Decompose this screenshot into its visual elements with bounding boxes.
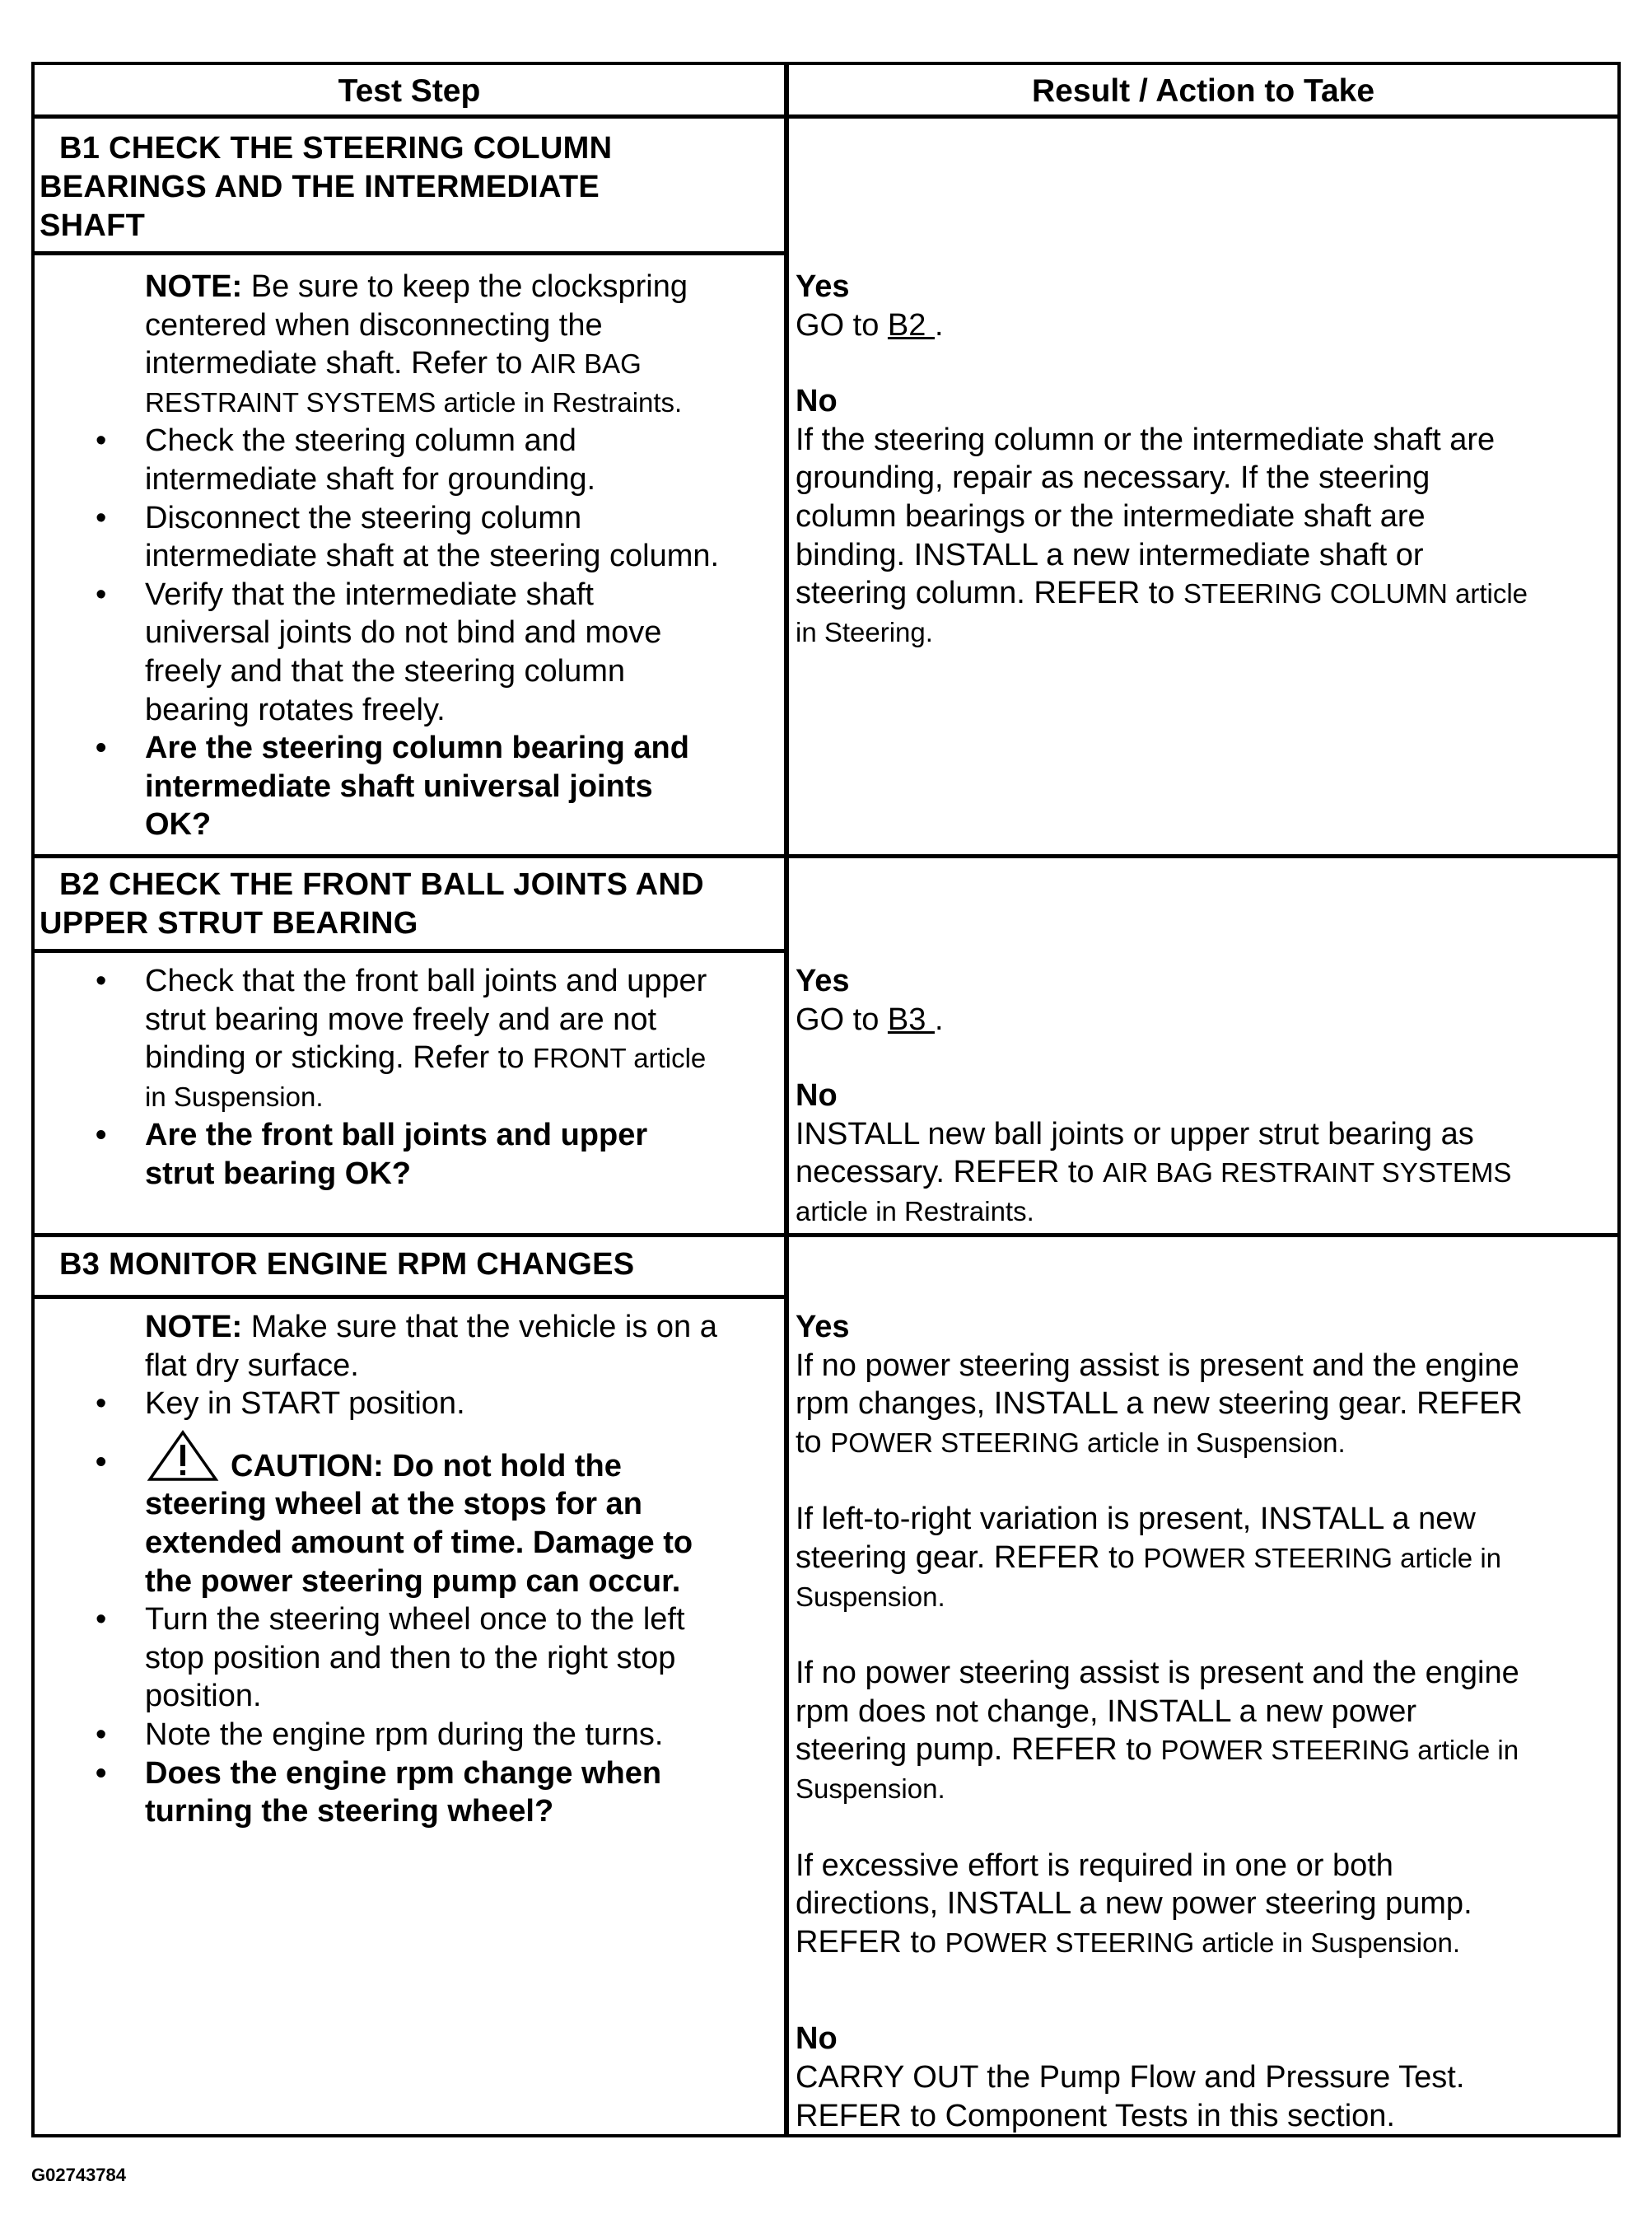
b1-question: • Are the steering column bearing and intermediate shaft universal joints OK?: [96, 731, 689, 843]
b3-caution: • CAUTION: Do not hold the steering wheel at the stops for an extended amount of time. Damage to the power steering pump can occur.: [145, 1428, 779, 1600]
column-divider: [784, 65, 789, 2134]
b3-test-step-body: [96, 1308, 779, 1831]
b1-title: B1 CHECK THE STEERING COLUMN BEARINGS AND THE INTERMEDIATE SHAFT: [40, 131, 613, 243]
b2-title-divider: [35, 949, 786, 953]
b1-yes-action: GO to B2 .: [796, 307, 944, 343]
b3-note: NOTE: Make sure that the vehicle is on a flat dry surface.: [145, 1310, 717, 1383]
b3-bullet-4: • Note the engine rpm during the turns.: [96, 1717, 664, 1752]
b2-bullet-1: • Check that the front ball joints and upper strut bearing move freely and are not binding or sticking. Refer to FRONT article in Suspension.: [96, 964, 707, 1112]
b2-yes-label: Yes: [796, 964, 850, 998]
b1-yes-label: Yes: [796, 269, 850, 304]
b3-yes-para-2: If left-to-right variation is present, INSTALL a new steering gear. REFER to POWER STEERING article in Suspension.: [796, 1502, 1501, 1612]
b3-result-body: [796, 1308, 1619, 2135]
b1-bullet-3: • Verify that the intermediate shaft universal joints do not bind and move freely and that the steering column bearing rotates freely.: [96, 577, 662, 727]
link-b3[interactable]: B3: [887, 1002, 935, 1037]
b3-question: • Does the engine rpm change when turning the steering wheel?: [96, 1755, 662, 1829]
b1-test-step-body: [96, 268, 779, 844]
b3-bullet-3: • Turn the steering wheel once to the left stop position and then to the right stop position.: [96, 1602, 685, 1714]
b1-bullet-1: • Check the steering column and intermediate shaft for grounding.: [96, 423, 596, 497]
b2-yes-action: GO to B3 .: [796, 1002, 944, 1037]
b1-note: NOTE: Be sure to keep the clockspring centered when disconnecting the intermediate shaft. Refer to AIR BAG RESTRAINT SYSTEMS article in Restraints.: [145, 269, 688, 418]
test-step-table: [31, 62, 1621, 2137]
b3-no-label: No: [796, 2021, 838, 2057]
b3-yes-label: Yes: [796, 1310, 850, 1344]
b1-no-label: No: [796, 384, 838, 419]
figure-id: G02743784: [31, 2165, 126, 2185]
b2-result-body: [796, 962, 1619, 1231]
header-divider: [35, 114, 1617, 119]
b3-yes-para-3: If no power steering assist is present and the engine rpm does not change, INSTALL a new power steering pump. REFER to POWER STEERING article in Suspension.: [796, 1656, 1519, 1804]
b1-bullet-2: • Disconnect the steering column intermediate shaft at the steering column.: [96, 500, 720, 574]
b3-title-divider: [35, 1295, 786, 1299]
b1-no-action: If the steering column or the intermediate shaft are grounding, repair as necessary. If the steering column bearings or the intermediate shaft are binding. INSTALL a new intermediate shaft or steering column. REFER to STEERING COLUMN article in Steering.: [796, 422, 1528, 647]
b1-title-divider: [35, 251, 786, 255]
b2-title: B2 CHECK THE FRONT BALL JOINTS AND UPPER STRUT BEARING: [40, 867, 704, 941]
b3-title: B3 MONITOR ENGINE RPM CHANGES: [59, 1247, 635, 1282]
b2-question: • Are the front ball joints and upper strut bearing OK?: [96, 1118, 648, 1191]
header-test-step: Test Step: [338, 73, 481, 109]
b3-yes-para-1: If no power steering assist is present and the engine rpm changes, INSTALL a new steering gear. REFER to POWER STEERING article in Suspension.: [796, 1348, 1523, 1460]
warning-triangle-icon: [145, 1428, 221, 1483]
b2-row-divider: [35, 1233, 1617, 1237]
header-result-action: Result / Action to Take: [1031, 73, 1375, 109]
b3-bullet-1: • Key in START position.: [96, 1386, 465, 1422]
b1-row-divider: [35, 854, 1617, 858]
link-b2[interactable]: B2: [887, 307, 935, 343]
b2-no-label: No: [796, 1078, 838, 1114]
b1-result-body: [796, 268, 1619, 652]
b2-no-action: INSTALL new ball joints or upper strut bearing as necessary. REFER to AIR BAG RESTRAINT SYSTEMS article in Restraints.: [796, 1116, 1512, 1226]
b2-test-step-body: [96, 962, 779, 1194]
b3-yes-para-4: If excessive effort is required in one or both directions, INSTALL a new power steering pump. REFER to POWER STEERING article in Suspension.: [796, 1848, 1472, 1960]
b3-no-action: CARRY OUT the Pump Flow and Pressure Test. REFER to Component Tests in this section.: [796, 2059, 1465, 2133]
